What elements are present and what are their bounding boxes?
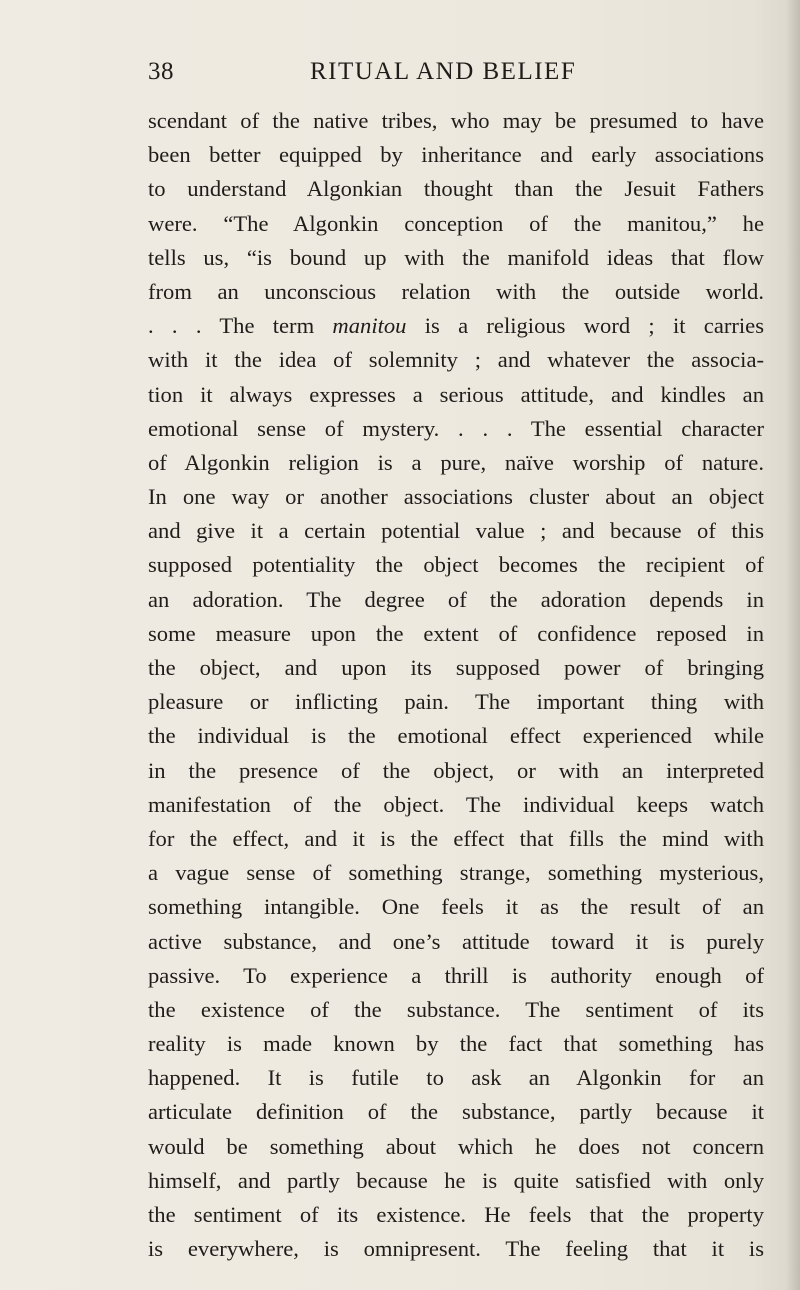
text-line: himself, and partly because he is quite satisfied with only <box>148 1167 764 1193</box>
text-line: the object, and upon its supposed power of bringing <box>148 655 764 680</box>
body-text <box>148 104 764 1266</box>
text-line: tells us, “is bound up with the manifold ideas that flow <box>148 244 764 270</box>
text-line: been better equipped by inheritance and early associations <box>148 142 764 168</box>
text-line: an adoration. The degree of the adoration depends in <box>148 586 764 612</box>
text-line: tion it always expresses a serious attitude, and kindles an <box>148 381 764 407</box>
text-line: and give it a certain potential value ; and because of this <box>148 518 764 544</box>
text-line: passive. To experience a thrill is authority enough of <box>148 962 764 988</box>
text-line: pleasure or inflicting pain. The important thing with <box>148 689 764 715</box>
text-line: the sentiment of its existence. He feels that the property <box>148 1202 764 1227</box>
text-line: is everywhere, is omnipresent. The feeling that it is <box>148 1236 764 1262</box>
text-line: the individual is the emotional effect experienced while <box>148 723 764 749</box>
text-line: with it the idea of solemnity ; and whatever the associa- <box>148 347 764 373</box>
text-line: manifestation of the object. The individual keeps watch <box>148 791 764 817</box>
text-line: in the presence of the object, or with an interpreted <box>148 757 764 783</box>
text-line: scendant of the native tribes, who may be presumed to have <box>148 108 764 133</box>
text-line: active substance, and one’s attitude toward it is purely <box>148 928 764 954</box>
text-line: In one way or another associations cluster about an object <box>148 484 764 510</box>
text-line: some measure upon the extent of confidence reposed in <box>148 620 764 646</box>
italic-term-manitou: manitou <box>332 313 407 339</box>
text-line: happened. It is futile to ask an Algonkin for an <box>148 1065 764 1091</box>
text-line: from an unconscious relation with the outside world. <box>148 278 764 304</box>
text-line: reality is made known by the fact that something has <box>148 1031 764 1057</box>
text-line: a vague sense of something strange, something mysterious, <box>148 860 764 886</box>
text-line: were. “The Algonkin conception of the manitou,” he <box>148 210 764 236</box>
text-line: would be something about which he does not concern <box>148 1133 764 1159</box>
running-head: RITUAL AND BELIEF <box>310 58 577 85</box>
text-line: emotional sense of mystery. . . . The essential character <box>148 415 764 441</box>
text-line: supposed potentiality the object becomes the recipient of <box>148 552 764 578</box>
text-run: . . . The term <box>148 313 333 339</box>
text-line: articulate definition of the substance, partly because it <box>148 1099 764 1125</box>
page-number: 38 <box>148 58 174 85</box>
text-line: of Algonkin religion is a pure, naïve worship of nature. <box>148 449 764 475</box>
text-line: something intangible. One feels it as the result of an <box>148 894 764 920</box>
text-run: is a religious word ; it carries <box>406 313 764 339</box>
text-line-with-italic <box>148 309 764 343</box>
page-header <box>148 58 708 92</box>
page-edge-shadow <box>786 0 800 1290</box>
text-line: to understand Algonkian thought than the Jesuit Fathers <box>148 176 764 202</box>
text-line: the existence of the substance. The sentiment of its <box>148 996 764 1022</box>
text-line: for the effect, and it is the effect that fills the mind with <box>148 825 764 851</box>
